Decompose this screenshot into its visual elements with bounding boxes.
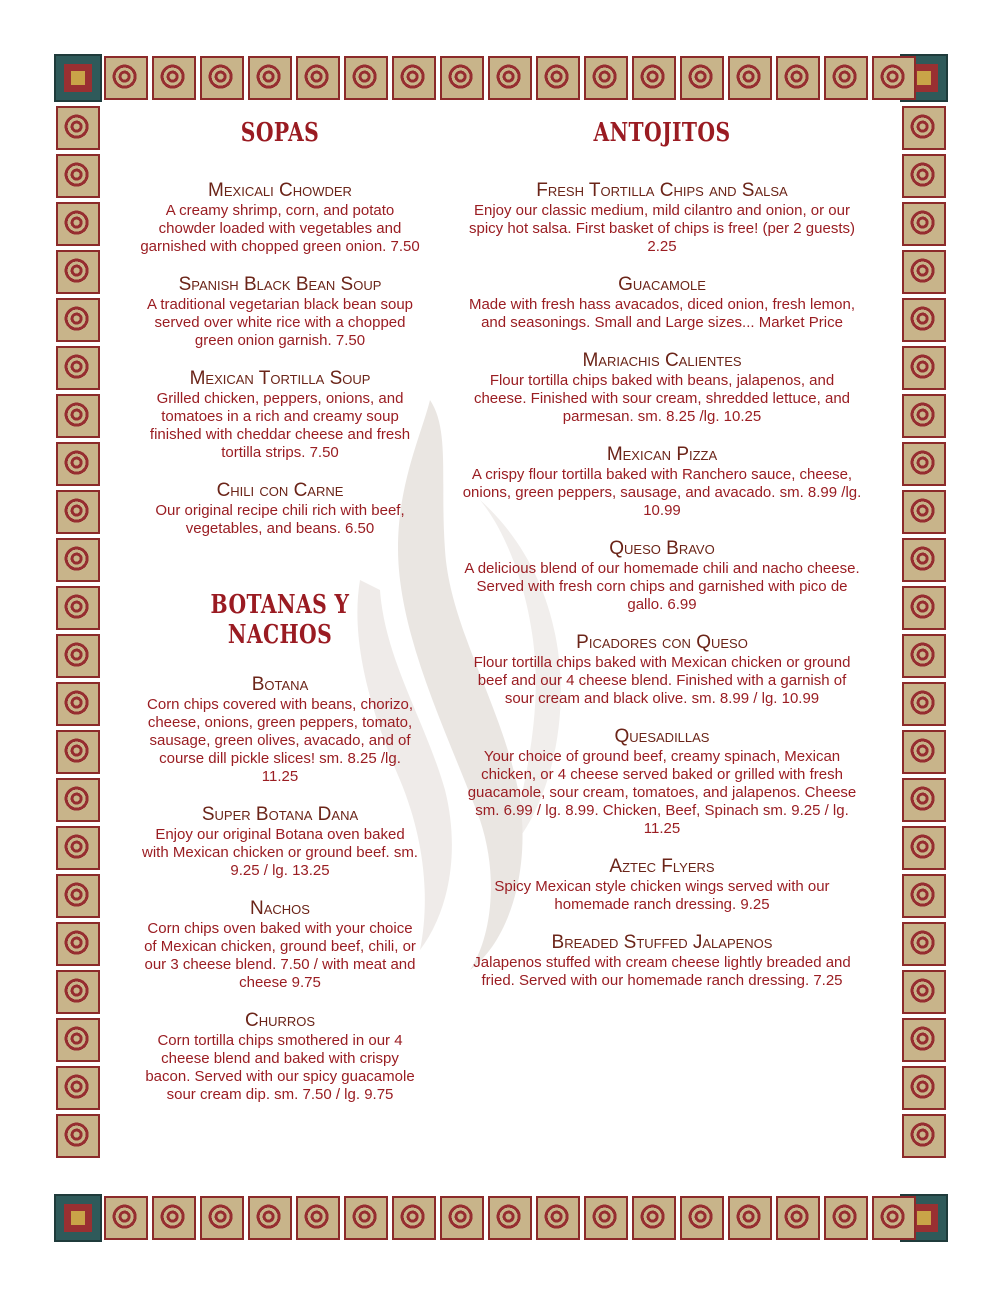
spiral-rose-icon (902, 634, 946, 678)
menu-item-name: Super Botana Dana (201, 804, 359, 825)
spiral-rose-icon (56, 202, 100, 246)
spiral-rose-icon (680, 1196, 724, 1240)
left-column-botanas (140, 590, 420, 1122)
spiral-rose-icon (902, 298, 946, 342)
menu-item-name: Botana (251, 674, 309, 695)
border-bottom (104, 1196, 916, 1240)
spiral-rose-icon (902, 250, 946, 294)
spiral-rose-icon (536, 56, 580, 100)
menu-item-description: Flour tortilla chips baked with Mexican chicken or ground beef and our 4 cheese blend. Finished with a garnish of sour cream and black olive. sm. 8.99 / lg. 10.99 (473, 654, 851, 707)
spiral-rose-icon (56, 250, 100, 294)
spiral-rose-icon (440, 56, 484, 100)
spiral-rose-icon (56, 730, 100, 774)
menu-item-description: Flour tortilla chips baked with beans, jalapenos, and cheese. Finished with sour cream, shredded lettuce, and parmesan. sm. 8.25 /lg. 10.25 (473, 372, 851, 425)
spiral-rose-icon (152, 56, 196, 100)
spiral-rose-icon (902, 778, 946, 822)
spiral-rose-icon (902, 730, 946, 774)
spiral-rose-icon (56, 922, 100, 966)
antojitos-list (462, 180, 862, 990)
menu-item-description: Jalapenos stuffed with cream cheese lightly breaded and fried. Served with our homemade ranch dressing. 7.25 (473, 954, 851, 989)
spiral-rose-icon (902, 586, 946, 630)
spiral-rose-icon (776, 1196, 820, 1240)
spiral-rose-icon (56, 106, 100, 150)
spiral-rose-icon (440, 1196, 484, 1240)
spiral-rose-icon (200, 1196, 244, 1240)
spiral-rose-icon (56, 154, 100, 198)
spiral-rose-icon (56, 490, 100, 534)
menu-item-name: Aztec Flyers (609, 856, 715, 877)
left-column (140, 118, 420, 556)
spiral-rose-icon (902, 490, 946, 534)
spiral-rose-icon (296, 56, 340, 100)
spiral-rose-icon (902, 1066, 946, 1110)
corner-motif-icon (54, 54, 102, 102)
spiral-rose-icon (584, 56, 628, 100)
spiral-rose-icon (902, 970, 946, 1014)
spiral-rose-icon (56, 346, 100, 390)
spiral-rose-icon (902, 922, 946, 966)
corner-motif-icon (54, 1194, 102, 1242)
spiral-rose-icon (902, 442, 946, 486)
menu-item (462, 350, 862, 426)
spiral-rose-icon (824, 56, 868, 100)
spiral-rose-icon (902, 538, 946, 582)
menu-item-description: Made with fresh hass avacados, diced onion, fresh lemon, and seasonings. Small and Large sizes... Market Price (468, 296, 856, 331)
menu-item-name: Picadores con Queso (576, 632, 748, 653)
menu-item (462, 180, 862, 256)
spiral-rose-icon (56, 826, 100, 870)
menu-item-description: A traditional vegetarian black bean soup served over white rice with a chopped green onion garnish. 7.50 (146, 296, 413, 349)
menu-item (140, 898, 420, 992)
spiral-rose-icon (56, 778, 100, 822)
menu-item-description: Grilled chicken, peppers, onions, and tomatoes in a rich and creamy soup finished with cheddar cheese and fresh tortilla strips. 7.50 (149, 390, 411, 461)
spiral-rose-icon (56, 442, 100, 486)
spiral-rose-icon (56, 1114, 100, 1158)
menu-item (140, 480, 420, 538)
menu-item (462, 932, 862, 990)
menu-item-description: Our original recipe chili rich with beef, vegetables, and beans. 6.50 (155, 502, 405, 537)
spiral-rose-icon (584, 1196, 628, 1240)
spiral-rose-icon (902, 106, 946, 150)
section-title-sopas: SOPAS (240, 118, 320, 148)
menu-item-description: A crispy flour tortilla baked with Ranchero sauce, cheese, onions, green peppers, sausage, and avacado. sm. 8.99 /lg. 10.99 (462, 466, 862, 519)
menu-item (462, 856, 862, 914)
menu-item-name: Mexicali Chowder (208, 180, 352, 201)
menu-item (140, 1010, 420, 1104)
spiral-rose-icon (56, 1066, 100, 1110)
spiral-rose-icon (902, 874, 946, 918)
menu-item-name: Spanish Black Bean Soup (178, 274, 382, 295)
spiral-rose-icon (902, 346, 946, 390)
spiral-rose-icon (776, 56, 820, 100)
menu-item (140, 368, 420, 462)
menu-item-name: Breaded Stuffed Jalapenos (551, 932, 773, 953)
spiral-rose-icon (824, 1196, 868, 1240)
border-left (56, 106, 100, 1158)
spiral-rose-icon (902, 1114, 946, 1158)
spiral-rose-icon (488, 56, 532, 100)
menu-item-name: Mariachis Calientes (582, 350, 742, 371)
spiral-rose-icon (152, 1196, 196, 1240)
spiral-rose-icon (248, 1196, 292, 1240)
menu-item (140, 180, 420, 256)
spiral-rose-icon (248, 56, 292, 100)
spiral-rose-icon (902, 154, 946, 198)
spiral-rose-icon (56, 394, 100, 438)
spiral-rose-icon (104, 1196, 148, 1240)
menu-item-description: Your choice of ground beef, creamy spinach, Mexican chicken, or 4 cheese served baked or grilled with fresh guacamole, sour cream, tomatoes, and jalapenos. Cheese sm. 6.99 / lg. 8.99. Chicken, Beef, Spinach sm. 9.25 / lg. 11.25 (467, 748, 857, 837)
menu-item-name: Mexican Tortilla Soup (189, 368, 371, 389)
spiral-rose-icon (632, 1196, 676, 1240)
menu-item (462, 632, 862, 708)
menu-item-description: Corn chips oven baked with your choice of Mexican chicken, ground beef, chili, or our 3 cheese blend. 7.50 / with meat and cheese 9.75 (144, 920, 416, 991)
spiral-rose-icon (200, 56, 244, 100)
menu-item-name: Chili con Carne (216, 480, 344, 501)
menu-item-description: Enjoy our classic medium, mild cilantro and onion, or our spicy hot salsa. First basket of chips is free! (per 2 guests) 2.25 (469, 202, 855, 255)
menu-item (140, 674, 420, 786)
menu-item (140, 804, 420, 880)
menu-item (462, 538, 862, 614)
section-title-antojitos: ANTOJITOS (593, 118, 731, 148)
menu-item-description: Spicy Mexican style chicken wings served with our homemade ranch dressing. 9.25 (494, 878, 830, 913)
spiral-rose-icon (902, 826, 946, 870)
menu-item-name: Guacamole (618, 274, 706, 295)
menu-item (462, 274, 862, 332)
spiral-rose-icon (392, 56, 436, 100)
spiral-rose-icon (632, 56, 676, 100)
spiral-rose-icon (56, 634, 100, 678)
spiral-rose-icon (902, 682, 946, 726)
botanas-list (140, 674, 420, 1104)
spiral-rose-icon (56, 538, 100, 582)
spiral-rose-icon (392, 1196, 436, 1240)
menu-item (462, 444, 862, 520)
spiral-rose-icon (488, 1196, 532, 1240)
spiral-rose-icon (680, 56, 724, 100)
spiral-rose-icon (296, 1196, 340, 1240)
spiral-rose-icon (872, 1196, 916, 1240)
menu-item-description: Corn chips covered with beans, chorizo, cheese, onions, green peppers, tomato, sausage, green olives, avacado, and of course dill pickle slices! sm. 8.25 /lg. 11.25 (147, 696, 413, 785)
spiral-rose-icon (728, 1196, 772, 1240)
border-top (104, 56, 916, 100)
menu-item-description: A creamy shrimp, corn, and potato chowder loaded with vegetables and garnished with chopped green onion. 7.50 (140, 202, 420, 255)
menu-item (140, 274, 420, 350)
menu-item-name: Fresh Tortilla Chips and Salsa (536, 180, 788, 201)
menu-item-name: Nachos (250, 898, 310, 919)
spiral-rose-icon (902, 202, 946, 246)
right-column (462, 118, 862, 1008)
spiral-rose-icon (344, 56, 388, 100)
spiral-rose-icon (728, 56, 772, 100)
section-title-botanas: BOTANAS Y NACHOS (210, 590, 350, 650)
menu-item-name: Mexican Pizza (606, 444, 718, 465)
menu-item (462, 726, 862, 838)
spiral-rose-icon (56, 682, 100, 726)
menu-item-name: Quesadillas (614, 726, 710, 747)
menu-item-description: A delicious blend of our homemade chili and nacho cheese. Served with fresh corn chips and garnished with pico de gallo. 6.99 (464, 560, 860, 613)
menu-item-name: Churros (244, 1010, 316, 1031)
spiral-rose-icon (56, 874, 100, 918)
menu-item-description: Corn tortilla chips smothered in our 4 cheese blend and baked with crispy bacon. Served with our spicy guacamole sour cream dip. sm. 7.50 / lg. 9.75 (145, 1032, 415, 1103)
border-right (902, 106, 946, 1158)
spiral-rose-icon (344, 1196, 388, 1240)
menu-item-name: Queso Bravo (609, 538, 715, 559)
spiral-rose-icon (872, 56, 916, 100)
sopas-list (140, 180, 420, 538)
spiral-rose-icon (902, 394, 946, 438)
spiral-rose-icon (56, 970, 100, 1014)
spiral-rose-icon (536, 1196, 580, 1240)
spiral-rose-icon (56, 298, 100, 342)
spiral-rose-icon (56, 1018, 100, 1062)
menu-item-description: Enjoy our original Botana oven baked with Mexican chicken or ground beef. sm. 9.25 / lg. 13.25 (142, 826, 418, 879)
spiral-rose-icon (56, 586, 100, 630)
spiral-rose-icon (104, 56, 148, 100)
spiral-rose-icon (902, 1018, 946, 1062)
